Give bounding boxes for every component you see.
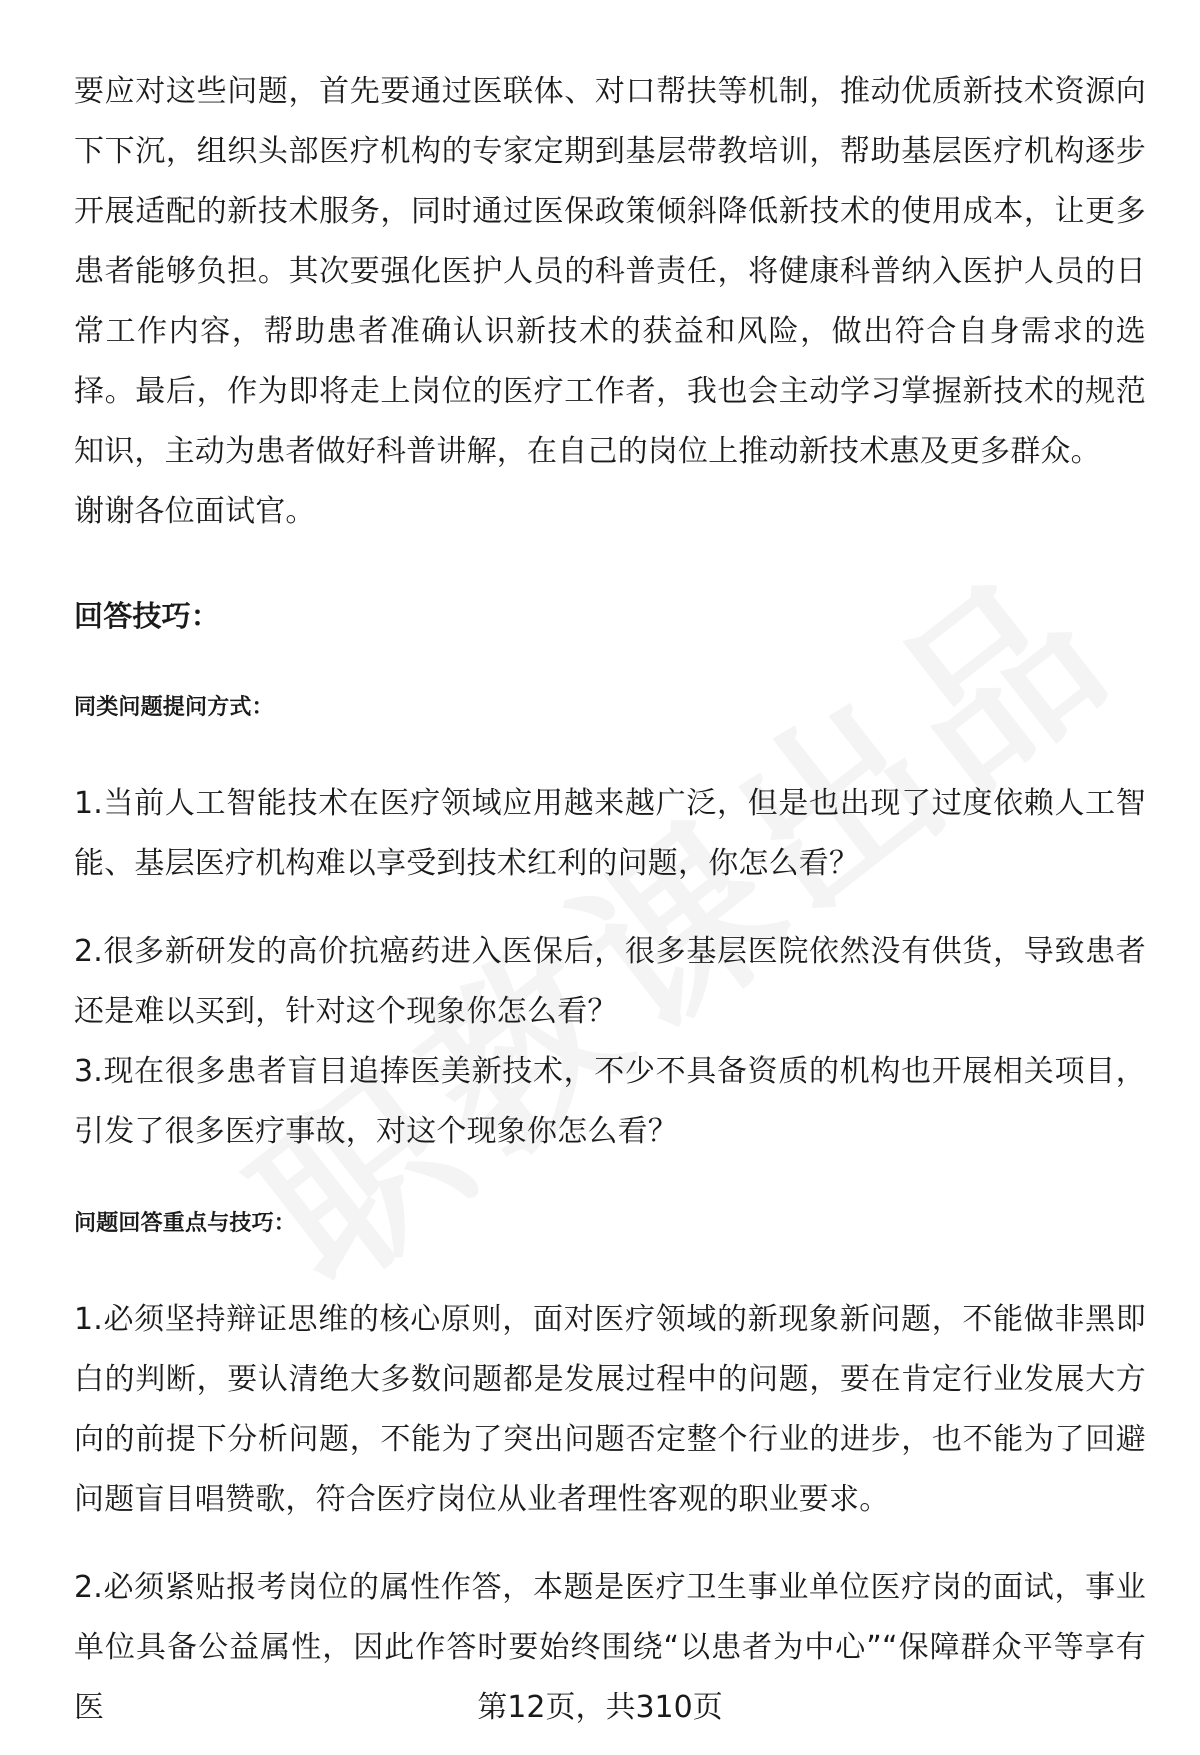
keypoint-1: 1.必须坚持辩证思维的核心原则，面对医疗领域的新现象新问题，不能做非黑即白的判断，要认清绝大多数问题都是发展过程中的问题，要在肯定行业发展大方向的前提下分析问题，不能为了突出问题否定整个行业的进步，也不能为了回避问题盲目唱赞歌，符合医疗岗位从业者理性客观的职业要求。 bbox=[74, 1302, 1146, 1517]
similar-question-1: 1.当前人工智能技术在医疗领域应用越来越广泛，但是也出现了过度依赖人工智能、基层医疗机构难以享受到技术红利的问题，你怎么看？ bbox=[74, 786, 1146, 881]
page-footer: 第12页，共310页 bbox=[477, 1690, 723, 1725]
tips-heading: 回答技巧： bbox=[74, 599, 221, 633]
similar-question-3: 3.现在很多患者盲目追捧医美新技术，不少不具备资质的机构也开展相关项目，引发了很多医疗事故，对这个现象你怎么看？ bbox=[74, 1054, 1146, 1149]
keypoint-2: 2.必须紧贴报考岗位的属性作答，本题是医疗卫生事业单位医疗岗的面试，事业单位具备公益属性，因此作答时要始终围绕“以患者为中心”“保障群众平等享有医 bbox=[74, 1570, 1146, 1725]
closing-line: 谢谢各位面试官。 bbox=[74, 494, 316, 529]
similar-questions-heading: 同类问题提问方式： bbox=[74, 695, 274, 720]
answer-paragraph: 要应对这些问题，首先要通过医联体、对口帮扶等机制，推动优质新技术资源向下下沉，组织头部医疗机构的专家定期到基层带教培训，帮助基层医疗机构逐步开展适配的新技术服务，同时通过医保政策倾斜降低新技术的使用成本，让更多患者能够负担。其次要强化医护人员的科普责任，将健康科普纳入医护人员的日常工作内容，帮助患者准确认识新技术的获益和风险，做出符合自身需求的选择。最后，作为即将走上岗位的医疗工作者，我也会主动学习掌握新技术的规范知识，主动为患者做好科普讲解，在自己的岗位上推动新技术惠及更多群众。 bbox=[74, 74, 1146, 469]
keypoints-heading: 问题回答重点与技巧： bbox=[74, 1211, 297, 1236]
similar-question-2: 2.很多新研发的高价抗癌药进入医保后，很多基层医院依然没有供货，导致患者还是难以买到，针对这个现象你怎么看？ bbox=[74, 934, 1146, 1029]
page-content bbox=[74, 62, 1146, 1738]
